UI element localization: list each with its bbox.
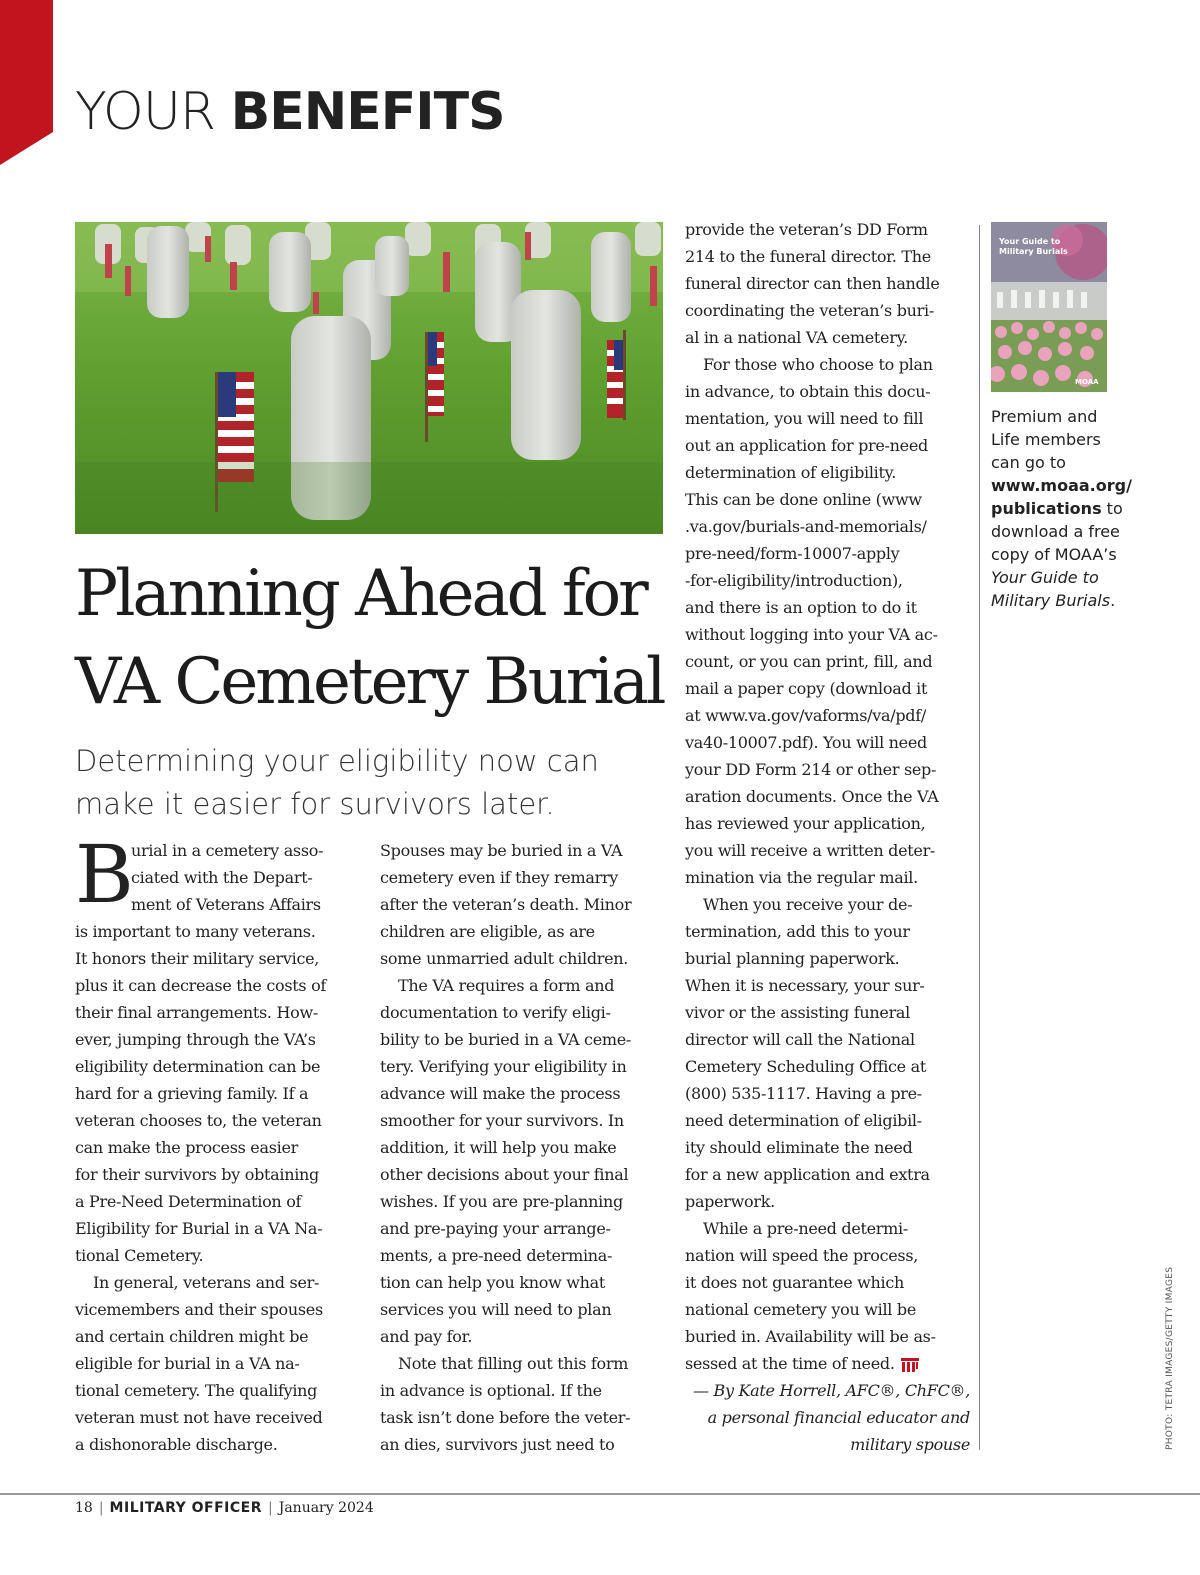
article-text-line: out an application for pre-need — [685, 436, 928, 455]
article-text-line: funeral director can then handle — [685, 274, 940, 293]
article-text-line: children are eligible, as are — [380, 922, 595, 941]
section-accent-tab — [0, 0, 53, 165]
article-text-line: ciated with the Depart- — [131, 868, 313, 887]
hero-photo-cemetery — [75, 222, 663, 534]
article-title-line: Planning Ahead for — [75, 557, 646, 631]
article-subtitle-line: make it easier for survivors later. — [75, 787, 555, 821]
sidebar-link-suffix: to — [1101, 499, 1123, 518]
article-text-line: mentation, you will need to fill — [685, 409, 924, 428]
article-text-line: military spouse — [850, 1435, 970, 1454]
article-text-line: a personal financial educator and — [707, 1408, 970, 1427]
article-text-line: an dies, survivors just need to — [380, 1435, 615, 1454]
footer-rule — [0, 1493, 1200, 1495]
article-text-line: When you receive your de- — [703, 895, 913, 914]
section-header — [75, 82, 505, 142]
article-text-line: bility to be buried in a VA ceme- — [380, 1030, 632, 1049]
article-subtitle-line: Determining your eligibility now can — [75, 744, 599, 778]
article-text-line: aration documents. Once the VA — [685, 787, 939, 806]
article-text-line: their final arrangements. How- — [75, 1003, 318, 1022]
article-text-line: ment of Veterans Affairs — [131, 895, 321, 914]
article-text-line: count, or you can print, fill, and — [685, 652, 933, 671]
article-text-line: provide the veteran’s DD Form — [685, 220, 928, 239]
article-text-line: task isn’t done before the veter- — [380, 1408, 631, 1427]
article-text-line: for their survivors by obtaining — [75, 1165, 319, 1184]
article-text-line: tional cemetery. The qualifying — [75, 1381, 318, 1400]
article-text-line: In general, veterans and ser- — [93, 1273, 320, 1292]
article-text-line: has reviewed your application, — [685, 814, 926, 833]
article-text-line: (800) 535-1117. Having a pre- — [685, 1084, 922, 1103]
article-text-line: urial in a cemetery asso- — [131, 841, 324, 860]
article-text-line: and pre-paying your arrange- — [380, 1219, 611, 1238]
article-text-line: in advance, to obtain this docu- — [685, 382, 931, 401]
article-text-line: tional Cemetery. — [75, 1246, 204, 1265]
guide-title-italic: Military Burials — [991, 591, 1111, 610]
drop-cap: B — [75, 828, 134, 921]
sidebar-line-link-end — [991, 497, 1141, 520]
book-title-line: Military Burials — [999, 247, 1068, 256]
book-title-line: Your Guide to — [999, 237, 1061, 246]
article-text-line: nation will speed the process, — [685, 1246, 919, 1265]
article-text-line: need determination of eligibil- — [685, 1111, 922, 1130]
article-text-line: a dishonorable discharge. — [75, 1435, 278, 1454]
article-text-line: you will receive a written deter- — [685, 841, 936, 860]
guide-title-period: . — [1110, 591, 1116, 610]
end-mark-icon — [901, 1358, 919, 1372]
article-text-line: vivor or the assisting funeral — [685, 1003, 910, 1022]
article-text-line: hard for a grieving family. If a — [75, 1084, 309, 1103]
book-brand: MOAA — [1075, 378, 1099, 386]
article-text-line: after the veteran’s death. Minor — [380, 895, 632, 914]
article-text-line: vicemembers and their spouses — [75, 1300, 323, 1319]
article-text-line: wishes. If you are pre-planning — [380, 1192, 623, 1211]
article-text-line: documentation to verify eligi- — [380, 1003, 611, 1022]
article-text-line: -for-eligibility/introduction), — [685, 571, 903, 590]
guide-title-line: Your Guide to — [991, 568, 1099, 587]
article-text-line: eligible for burial in a VA na- — [75, 1354, 300, 1373]
article-text-line: eligibility determination can be — [75, 1057, 321, 1076]
article-text-line: mail a paper copy (download it — [685, 679, 928, 698]
article-text-line: your DD Form 214 or other sep- — [685, 760, 937, 779]
article-text-line: al in a national VA cemetery. — [685, 328, 908, 347]
article-text-line: burial planning paperwork. — [685, 949, 900, 968]
article-text-line: coordinating the veteran’s buri- — [685, 301, 934, 320]
article-text-line: mination via the regular mail. — [685, 868, 918, 887]
article-text-line: For those who choose to plan — [703, 355, 933, 374]
article-text-line: .va.gov/burials-and-memorials/ — [685, 517, 927, 536]
article-column-1 — [75, 828, 365, 1458]
section-header-light: YOUR — [75, 82, 216, 142]
article-text-line: pre-need/form-10007-apply — [685, 544, 900, 563]
article-text-line: buried in. Availability will be as- — [685, 1327, 936, 1346]
article-text-line: advance will make the process — [380, 1084, 621, 1103]
article-title — [75, 550, 675, 726]
section-header-bold: BENEFITS — [230, 82, 505, 142]
article-text-line: plus it can decrease the costs of — [75, 976, 327, 995]
article-text-line: at www.va.gov/vaforms/va/pdf/ — [685, 706, 926, 725]
article-text-line: veteran chooses to, the veteran — [75, 1111, 322, 1130]
article-text-line: director will call the National — [685, 1030, 915, 1049]
article-subtitle — [75, 740, 675, 826]
article-text-line: and certain children might be — [75, 1327, 309, 1346]
article-column-3 — [685, 216, 970, 1458]
article-text-line: a Pre-Need Determination of — [75, 1192, 302, 1211]
article-text-line: It honors their military service, — [75, 949, 320, 968]
article-text-line: cemetery even if they remarry — [380, 868, 619, 887]
page-footer — [75, 1498, 374, 1518]
issue-date: January 2024 — [278, 1500, 374, 1516]
article-text-line: ments, a pre-need determina- — [380, 1246, 613, 1265]
page-number: 18 — [75, 1500, 93, 1516]
article-text-line: services you will need to plan — [380, 1300, 612, 1319]
article-text-line: Note that filling out this form — [398, 1354, 629, 1373]
article-text-line: is important to many veterans. — [75, 922, 316, 941]
article-text-line: in advance is optional. If the — [380, 1381, 602, 1400]
article-text-line: without logging into your VA ac- — [685, 625, 938, 644]
article-text-line: addition, it will help you make — [380, 1138, 617, 1157]
article-text-line: Eligibility for Burial in a VA Na- — [75, 1219, 323, 1238]
article-text-line: ever, jumping through the VA’s — [75, 1030, 316, 1049]
magazine-name: MILITARY OFFICER — [109, 1500, 262, 1516]
article-text-line: Spouses may be buried in a VA — [380, 841, 623, 860]
article-text-line: ity should eliminate the need — [685, 1138, 913, 1157]
sidebar-note — [991, 405, 1141, 612]
sidebar-line: copy of MOAA’s — [991, 545, 1117, 564]
footer-separator: | — [268, 1500, 273, 1516]
article-text-line: some unmarried adult children. — [380, 949, 629, 968]
photo-credit: PHOTO: TETRA IMAGES/GETTY IMAGES — [1165, 1266, 1175, 1450]
article-text-line: and there is an option to do it — [685, 598, 917, 617]
article-text-line: determination of eligibility. — [685, 463, 896, 482]
article-text-line: This can be done online (www — [685, 490, 922, 509]
article-text-line: veteran must not have received — [75, 1408, 323, 1427]
sidebar-line: Premium and — [991, 407, 1098, 426]
article-text-line: national cemetery you will be — [685, 1300, 917, 1319]
article-text-line: — By Kate Horrell, AFC®, ChFC®, — [693, 1381, 970, 1400]
article-text-line: sessed at the time of need. — [685, 1350, 970, 1377]
article-text-line: it does not guarantee which — [685, 1273, 905, 1292]
article-text-line: for a new application and extra — [685, 1165, 930, 1184]
article-text-line: 214 to the funeral director. The — [685, 247, 931, 266]
sidebar-line: can go to — [991, 453, 1066, 472]
article-text-line: While a pre-need determi- — [703, 1219, 908, 1238]
book-cover-thumbnail[interactable] — [991, 222, 1107, 392]
article-text-line: termination, add this to your — [685, 922, 910, 941]
article-text-line: Cemetery Scheduling Office at — [685, 1057, 926, 1076]
sidebar-line: download a free — [991, 522, 1120, 541]
sidebar-line: Life members — [991, 430, 1101, 449]
footer-separator: | — [98, 1500, 104, 1516]
article-text-line: other decisions about your final — [380, 1165, 629, 1184]
article-text-line: tery. Verifying your eligibility in — [380, 1057, 627, 1076]
article-column-2 — [380, 837, 670, 1458]
publications-link[interactable]: www.moaa.org/ — [991, 476, 1132, 495]
article-text-line: The VA requires a form and — [398, 976, 615, 995]
article-text-line: paperwork. — [685, 1192, 775, 1211]
article-title-line: VA Cemetery Burial — [75, 645, 664, 719]
publications-link-end[interactable]: publications — [991, 499, 1102, 518]
guide-title-line-end — [991, 589, 1141, 612]
article-text-line: When it is necessary, your sur- — [685, 976, 925, 995]
article-text-line: smoother for your survivors. In — [380, 1111, 624, 1130]
sidebar-divider — [979, 225, 980, 1450]
article-text-line: can make the process easier — [75, 1138, 298, 1157]
article-text-line: and pay for. — [380, 1327, 473, 1346]
article-text-line: tion can help you know what — [380, 1273, 606, 1292]
article-text-line: va40-10007.pdf). You will need — [685, 733, 927, 752]
